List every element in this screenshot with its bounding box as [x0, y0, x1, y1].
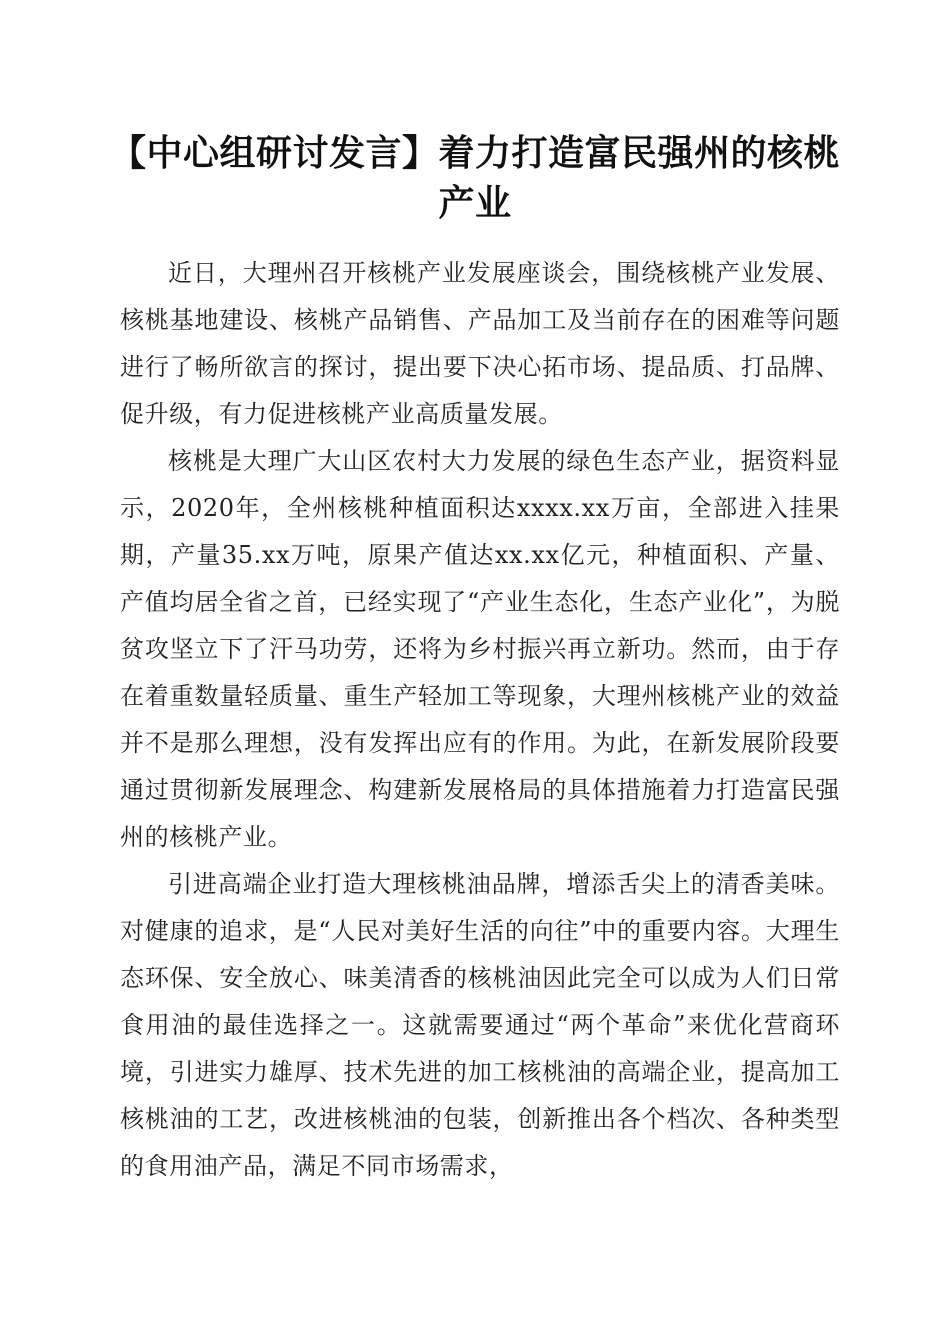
paragraph-background: 核桃是大理广大山区农村大力发展的绿色生态产业，据资料显示，2020年，全州核桃种植面积达xxxx.xx万亩，全部进入挂果期，产量35.xx万吨，原果产值达xx.xx亿元，种植面积、产量、产值均居全省之首，已经实现了“产业生态化，生态产业化”，为脱贫攻坚立下了汗马功劳，还将为乡村振兴再立新功。然而，由于存在着重数量轻质量、重生产轻加工等现象，大理州核桃产业的效益并不是那么理想，没有发挥出应有的作用。为此，在新发展阶段要通过贯彻新发展理念、构建新发展格局的具体措施着力打造富民强州的核桃产业。	[120, 447, 840, 851]
document-body	[120, 250, 840, 1190]
paragraph-intro: 近日，大理州召开核桃产业发展座谈会，围绕核桃产业发展、核桃基地建设、核桃产品销售、产品加工及当前存在的困难等问题进行了畅所欲言的探讨，提出要下决心拓市场、提品质、打品牌、促升级，有力促进核桃产业高质量发展。	[120, 259, 840, 428]
paragraph-walnut-oil: 引进高端企业打造大理核桃油品牌，增添舌尖上的清香美味。对健康的追求，是“人民对美好生活的向往”中的重要内容。大理生态环保、安全放心、味美清香的核桃油因此完全可以成为人们日常食用油的最佳选择之一。这就需要通过“两个革命”来优化营商环境，引进实力雄厚、技术先进的加工核桃油的高端企业，提高加工核桃油的工艺，改进核桃油的包装，创新推出各个档次、各种类型的食用油产品，满足不同市场需求，	[120, 870, 840, 1180]
document-title: 【中心组研讨发言】着力打造富民强州的核桃产业	[109, 132, 840, 224]
